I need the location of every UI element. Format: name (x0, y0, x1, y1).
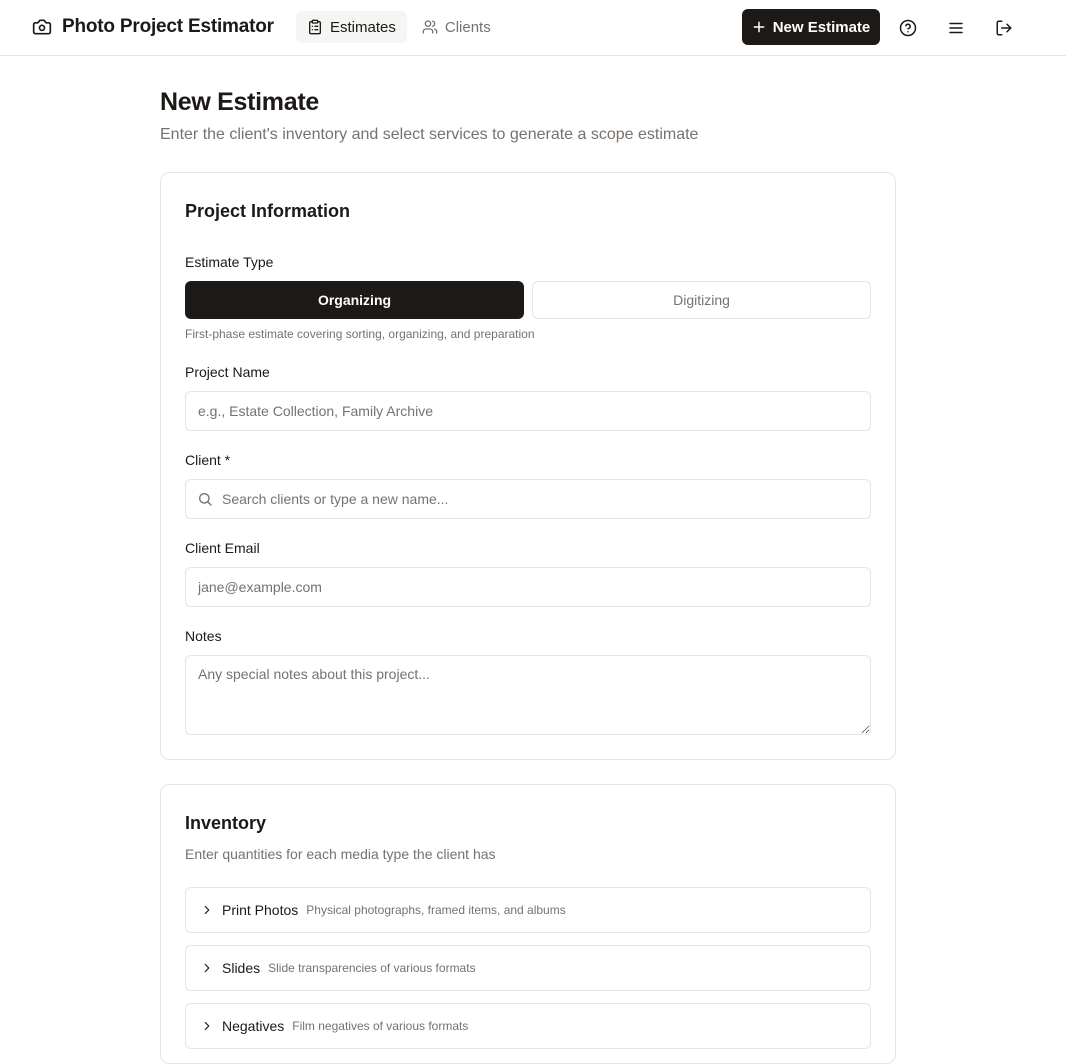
nav-item-label: Estimates (330, 18, 396, 36)
main-nav (296, 11, 502, 43)
card-title: Project Information (185, 201, 351, 221)
section-description: Film negatives of various formats (292, 1019, 469, 1033)
users-icon (422, 19, 438, 35)
clipboard-icon (307, 19, 323, 35)
client-search (185, 479, 871, 519)
card-title: Inventory (185, 813, 267, 833)
logout-button[interactable] (989, 13, 1019, 43)
new-estimate-label: New Estimate (772, 18, 871, 36)
estimate-type-hint: First-phase estimate covering sorting, organizing, and preparation (185, 327, 535, 341)
chevron-right-icon (200, 1019, 214, 1033)
new-estimate-button[interactable] (742, 9, 880, 45)
chevron-right-icon (200, 903, 214, 917)
inventory-card (160, 784, 896, 1064)
camera-icon (32, 17, 52, 37)
help-circle-icon (899, 19, 917, 37)
inventory-description: Enter quantities for each media type the client has (185, 846, 496, 862)
inventory-section-negatives[interactable] (185, 1003, 871, 1049)
nav-item-label: Clients (444, 18, 491, 36)
project-information-card (160, 172, 896, 760)
app-header (0, 0, 1066, 56)
app-brand[interactable] (32, 14, 274, 40)
help-button[interactable] (893, 13, 923, 43)
page-subtitle: Enter the client's inventory and select services to generate a scope estimate (160, 126, 699, 143)
project-name-input[interactable] (185, 391, 871, 431)
plus-icon (752, 20, 766, 34)
client-search-input[interactable] (185, 479, 871, 519)
logout-icon (995, 19, 1013, 37)
client-email-label: Client Email (185, 540, 260, 556)
menu-button[interactable] (941, 13, 971, 43)
estimate-type-label: Estimate Type (185, 254, 274, 270)
page-title: New Estimate (160, 88, 319, 116)
section-description: Slide transparencies of various formats (268, 961, 476, 975)
nav-item-clients[interactable] (411, 11, 502, 43)
client-label: Client * (185, 452, 231, 468)
search-icon (197, 491, 213, 507)
notes-label: Notes (185, 628, 222, 644)
client-email-input[interactable] (185, 567, 871, 607)
app-title: Photo Project Estimator (62, 16, 274, 37)
chevron-right-icon (200, 961, 214, 975)
section-description: Physical photographs, framed items, and albums (306, 903, 566, 917)
section-title: Print Photos (222, 902, 299, 918)
section-title: Slides (222, 960, 261, 976)
inventory-section-print-photos[interactable] (185, 887, 871, 933)
menu-icon (947, 19, 965, 37)
nav-item-estimates[interactable] (296, 11, 407, 43)
estimate-type-digitizing[interactable]: Digitizing (532, 281, 871, 319)
notes-textarea[interactable] (185, 655, 871, 735)
section-title: Negatives (222, 1018, 285, 1034)
inventory-section-slides[interactable] (185, 945, 871, 991)
project-name-label: Project Name (185, 364, 270, 380)
estimate-type-organizing[interactable]: Organizing (185, 281, 524, 319)
